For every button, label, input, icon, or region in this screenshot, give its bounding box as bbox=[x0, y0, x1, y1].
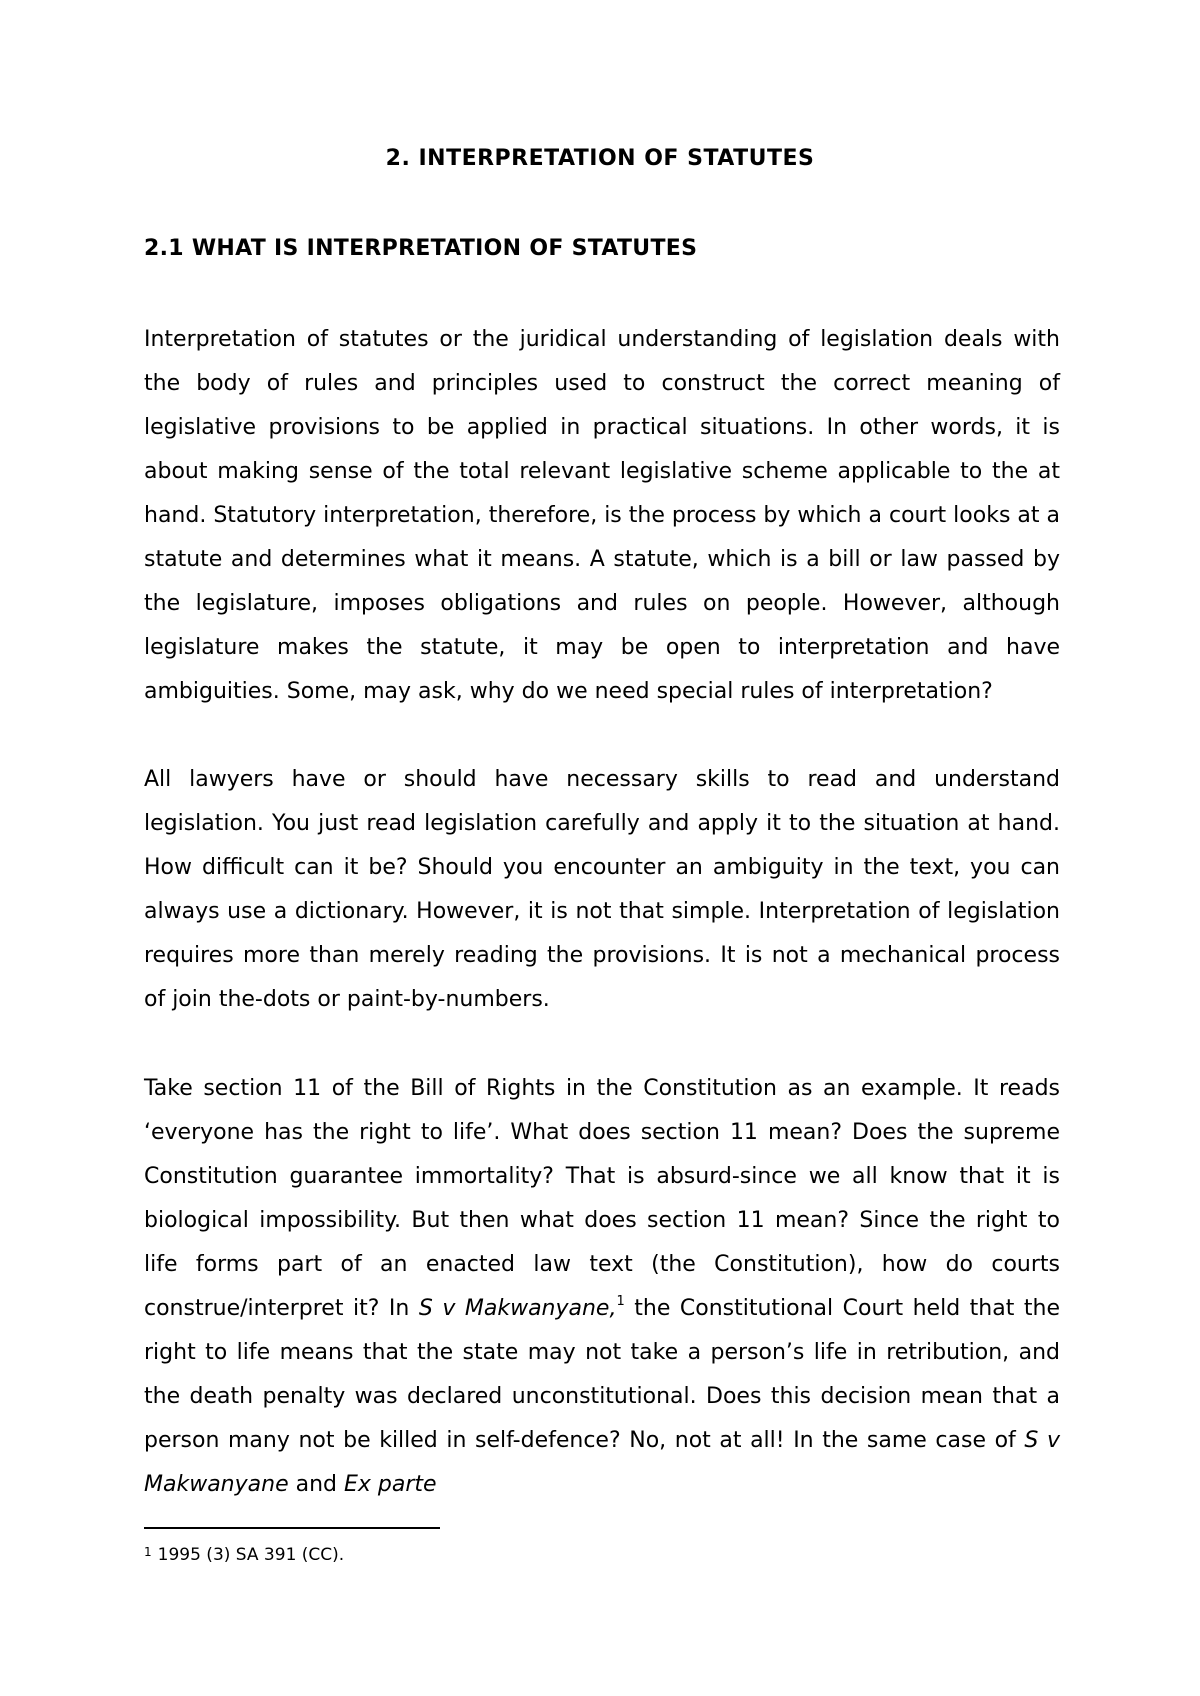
paragraph-3-text-3: and bbox=[288, 1472, 344, 1497]
footnote-divider bbox=[144, 1527, 440, 1529]
paragraph-2: All lawyers have or should have necessary skills to read and understand legislation. You just read legislation carefully and apply it to the situation at hand. How difficult can it be? Should you encounter an ambiguity in the text, you can always use a dictionary. However, it is not that simple. Interpretation of legislation requires more than merely reading the provisions. It is not a mechanical process of join the-dots or paint-by-numbers. bbox=[144, 767, 1060, 1012]
chapter-title: 2. INTERPRETATION OF STATUTES bbox=[385, 146, 815, 171]
footnote-reference[interactable]: 1 bbox=[616, 1294, 625, 1309]
paragraph-3 bbox=[144, 1067, 1060, 1507]
case-citation-ex-parte: Ex parte bbox=[344, 1472, 437, 1497]
footnote bbox=[144, 1540, 344, 1567]
paragraph-3-text-2: the Constitutional Court held that the right to life means that the state may not take a person’s life in retribution, and the death penalty was declared unconstitutional. Does this decision mean that a person many not be killed in self-defence? No, not at all! In the same case of bbox=[144, 1296, 1060, 1453]
footnote-text: 1995 (3) SA 391 (CC). bbox=[157, 1545, 345, 1565]
paragraph-3-text-1: Take section 11 of the Bill of Rights in the Constitution as an example. It reads ‘everyone has the right to life’. What does section 11 mean? Does the supreme Constitution guarantee immortality? That is absurd-since we all know that it is biological impossibility. But then what does section 11 mean? Since the right to life forms part of an enacted law text (the Constitution), how do courts construe/interpret it? In bbox=[144, 1076, 1060, 1321]
section-title: 2.1 WHAT IS INTERPRETATION OF STATUTES bbox=[144, 236, 698, 261]
case-citation-makwanyane: S v Makwanyane, bbox=[418, 1296, 617, 1321]
paragraph-1: Interpretation of statutes or the juridical understanding of legislation deals with the body of rules and principles used to construct the correct meaning of legislative provisions to be applied in practical situations. In other words, it is about making sense of the total relevant legislative scheme applicable to the at hand. Statutory interpretation, therefore, is the process by which a court looks at a statute and determines what it means. A statute, which is a bill or law passed by the legislature, imposes obligations and rules on people. However, although legislature makes the statute, it may be open to interpretation and have ambiguities. Some, may ask, why do we need special rules of interpretation? bbox=[144, 327, 1060, 704]
case-citation-makwanyane-2: S v Makwanyane bbox=[144, 1428, 1060, 1497]
footnote-number: 1 bbox=[144, 1545, 152, 1559]
